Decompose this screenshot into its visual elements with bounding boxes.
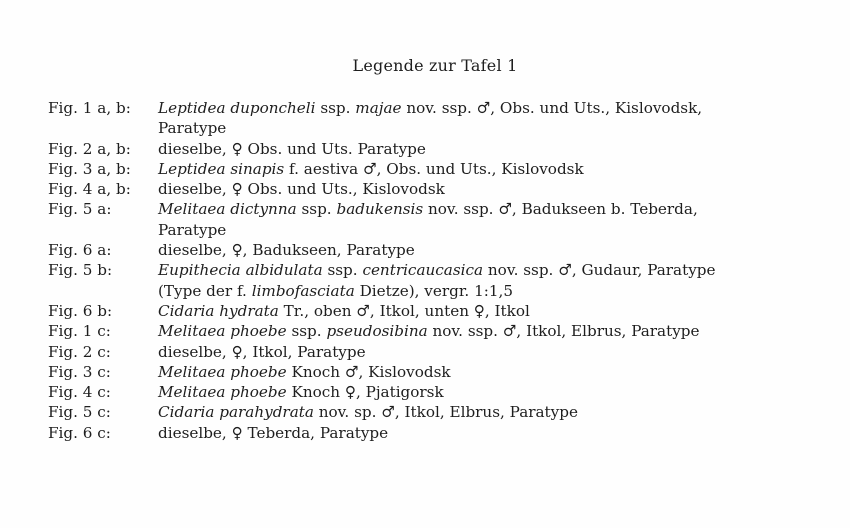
legend-list <box>48 98 838 443</box>
description-line <box>158 362 838 382</box>
description-text: Knoch ♀, Pjatigorsk <box>286 383 444 402</box>
figure-description <box>158 240 838 260</box>
description-continuation <box>158 281 838 301</box>
figure-description <box>158 179 838 199</box>
figure-description <box>158 301 838 321</box>
figure-label: Fig. 6 c: <box>48 423 111 442</box>
figure-label: Fig. 4 a, b: <box>48 180 131 199</box>
description-text: ssp. <box>322 261 363 280</box>
figure-description <box>158 139 838 159</box>
description-line <box>158 321 838 341</box>
figure-description <box>158 98 838 139</box>
figure-description <box>158 199 838 240</box>
species-name: Melitaea dictynna <box>158 200 297 219</box>
description-text: ssp. <box>296 200 337 219</box>
species-name: Eupithecia albidulata <box>158 261 323 280</box>
legend-entry <box>48 159 838 179</box>
figure-description <box>158 260 838 301</box>
description-text: dieselbe, ♀ Teberda, Paratype <box>158 423 389 442</box>
description-text: dieselbe, ♀, Badukseen, Paratype <box>158 241 415 260</box>
species-name: Melitaea phoebe <box>158 383 287 402</box>
figure-label: Fig. 6 a: <box>48 241 112 260</box>
figure-label: Fig. 2 a, b: <box>48 139 131 158</box>
page-title: Legende zur Tafel 1 <box>352 56 518 75</box>
description-text: ssp. <box>286 322 327 341</box>
legend-entry <box>48 139 838 159</box>
figure-description <box>158 159 838 179</box>
description-line <box>158 98 838 118</box>
description-text: (Type der f. <box>158 281 252 300</box>
description-continuation: Paratype <box>158 220 227 239</box>
legend-entry <box>48 199 838 240</box>
species-name: Melitaea phoebe <box>158 362 287 381</box>
description-text: nov. ssp. ♂, Obs. und Uts., Kislovodsk, <box>401 99 703 117</box>
species-name: Leptidea duponcheli <box>158 99 316 117</box>
description-line <box>158 139 838 159</box>
description-line <box>158 301 838 321</box>
description-text: dieselbe, ♀, Itkol, Paratype <box>158 342 366 361</box>
description-text: nov. ssp. ♂, Itkol, Elbrus, Paratype <box>427 322 700 341</box>
description-text: dieselbe, ♀ Obs. und Uts., Kislovodsk <box>158 180 445 199</box>
description-text: Dietze), vergr. 1:1,5 <box>354 281 514 300</box>
legend-entry <box>48 240 838 260</box>
legend-entry <box>48 98 838 139</box>
legend-entry <box>48 382 838 402</box>
legend-entry <box>48 321 838 341</box>
legend-entry <box>48 342 838 362</box>
legend-entry <box>48 260 838 301</box>
legend-entry <box>48 179 838 199</box>
description-text: dieselbe, ♀ Obs. und Uts. Paratype <box>158 139 426 158</box>
species-name: Cidaria hydrata <box>158 301 279 320</box>
figure-label: Fig. 1 a, b: <box>48 99 131 117</box>
figure-label: Fig. 5 c: <box>48 403 111 422</box>
description-text: nov. sp. ♂, Itkol, Elbrus, Paratype <box>313 403 578 422</box>
species-name: Cidaria parahydrata <box>158 403 314 422</box>
description-line <box>158 240 838 260</box>
figure-description <box>158 362 838 382</box>
species-name: majae <box>355 99 402 117</box>
description-line <box>158 402 838 422</box>
description-line <box>158 179 838 199</box>
figure-description <box>158 342 838 362</box>
description-text: Tr., oben ♂, Itkol, unten ♀, Itkol <box>278 301 530 320</box>
figure-label: Fig. 1 c: <box>48 322 111 341</box>
description-line <box>158 260 838 280</box>
species-name: limbofasciata <box>251 281 355 300</box>
figure-label: Fig. 2 c: <box>48 342 111 361</box>
figure-description <box>158 423 838 443</box>
description-text: f. aestiva ♂, Obs. und Uts., Kislovodsk <box>284 159 584 178</box>
legend-entry <box>48 301 838 321</box>
description-line <box>158 199 838 219</box>
species-name: Melitaea phoebe <box>158 322 287 341</box>
figure-label: Fig. 3 a, b: <box>48 159 131 178</box>
description-text: nov. ssp. ♂, Gudaur, Paratype <box>483 261 716 280</box>
description-text: ssp. <box>315 99 356 117</box>
description-line <box>158 159 838 179</box>
figure-description <box>158 402 838 422</box>
species-name: pseudosibina <box>326 322 428 341</box>
figure-description <box>158 321 838 341</box>
figure-label: Fig. 6 b: <box>48 301 113 320</box>
legend-entry <box>48 362 838 382</box>
legend-entry <box>48 423 838 443</box>
species-name: badukensis <box>336 200 424 219</box>
description-continuation: Paratype <box>158 119 227 138</box>
description-text: Knoch ♂, Kislovodsk <box>286 362 451 381</box>
figure-label: Fig. 5 b: <box>48 261 113 280</box>
description-line <box>158 382 838 402</box>
description-line <box>158 342 838 362</box>
figure-description <box>158 382 838 402</box>
species-name: centricaucasica <box>362 261 484 280</box>
figure-label: Fig. 3 c: <box>48 362 111 381</box>
description-text: nov. ssp. ♂, Badukseen b. Teberda, <box>423 200 698 219</box>
description-line <box>158 423 838 443</box>
figure-label: Fig. 4 c: <box>48 383 111 402</box>
figure-label: Fig. 5 a: <box>48 200 112 219</box>
species-name: Leptidea sinapis <box>158 159 285 178</box>
legend-entry <box>48 402 838 422</box>
